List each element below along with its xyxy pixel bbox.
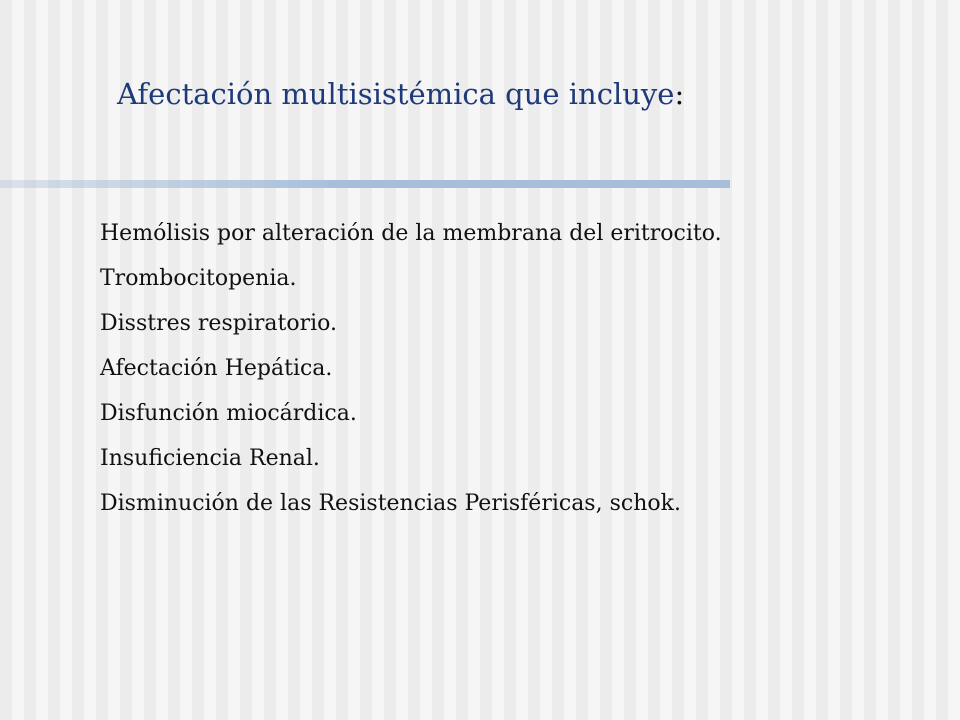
- slide-title-text: Afectación multisistémica que incluye: [117, 77, 675, 111]
- content-list: [100, 218, 880, 533]
- title-divider-bar: [330, 180, 730, 188]
- list-item-insuficiencia-renal: Insuficiencia Renal.: [100, 446, 320, 471]
- title-divider-fade: [0, 180, 330, 188]
- list-item-disfuncion-miocardica: Disfunción miocárdica.: [100, 401, 357, 426]
- list-item-resistencias-perifericas: Disminución de las Resistencias Perisféricas, schok.: [100, 491, 681, 516]
- slide-title-colon: :: [674, 77, 685, 111]
- slide-title: [117, 72, 684, 116]
- list-item-hemolisis: Hemólisis por alteración de la membrana del eritrocito.: [100, 221, 722, 246]
- list-item-trombocitopenia: Trombocitopenia.: [100, 266, 297, 291]
- list-item-afectacion-hepatica: Afectación Hepática.: [100, 356, 333, 381]
- list-item-disstres-respiratorio: Disstres respiratorio.: [100, 311, 337, 336]
- title-divider: [0, 180, 730, 188]
